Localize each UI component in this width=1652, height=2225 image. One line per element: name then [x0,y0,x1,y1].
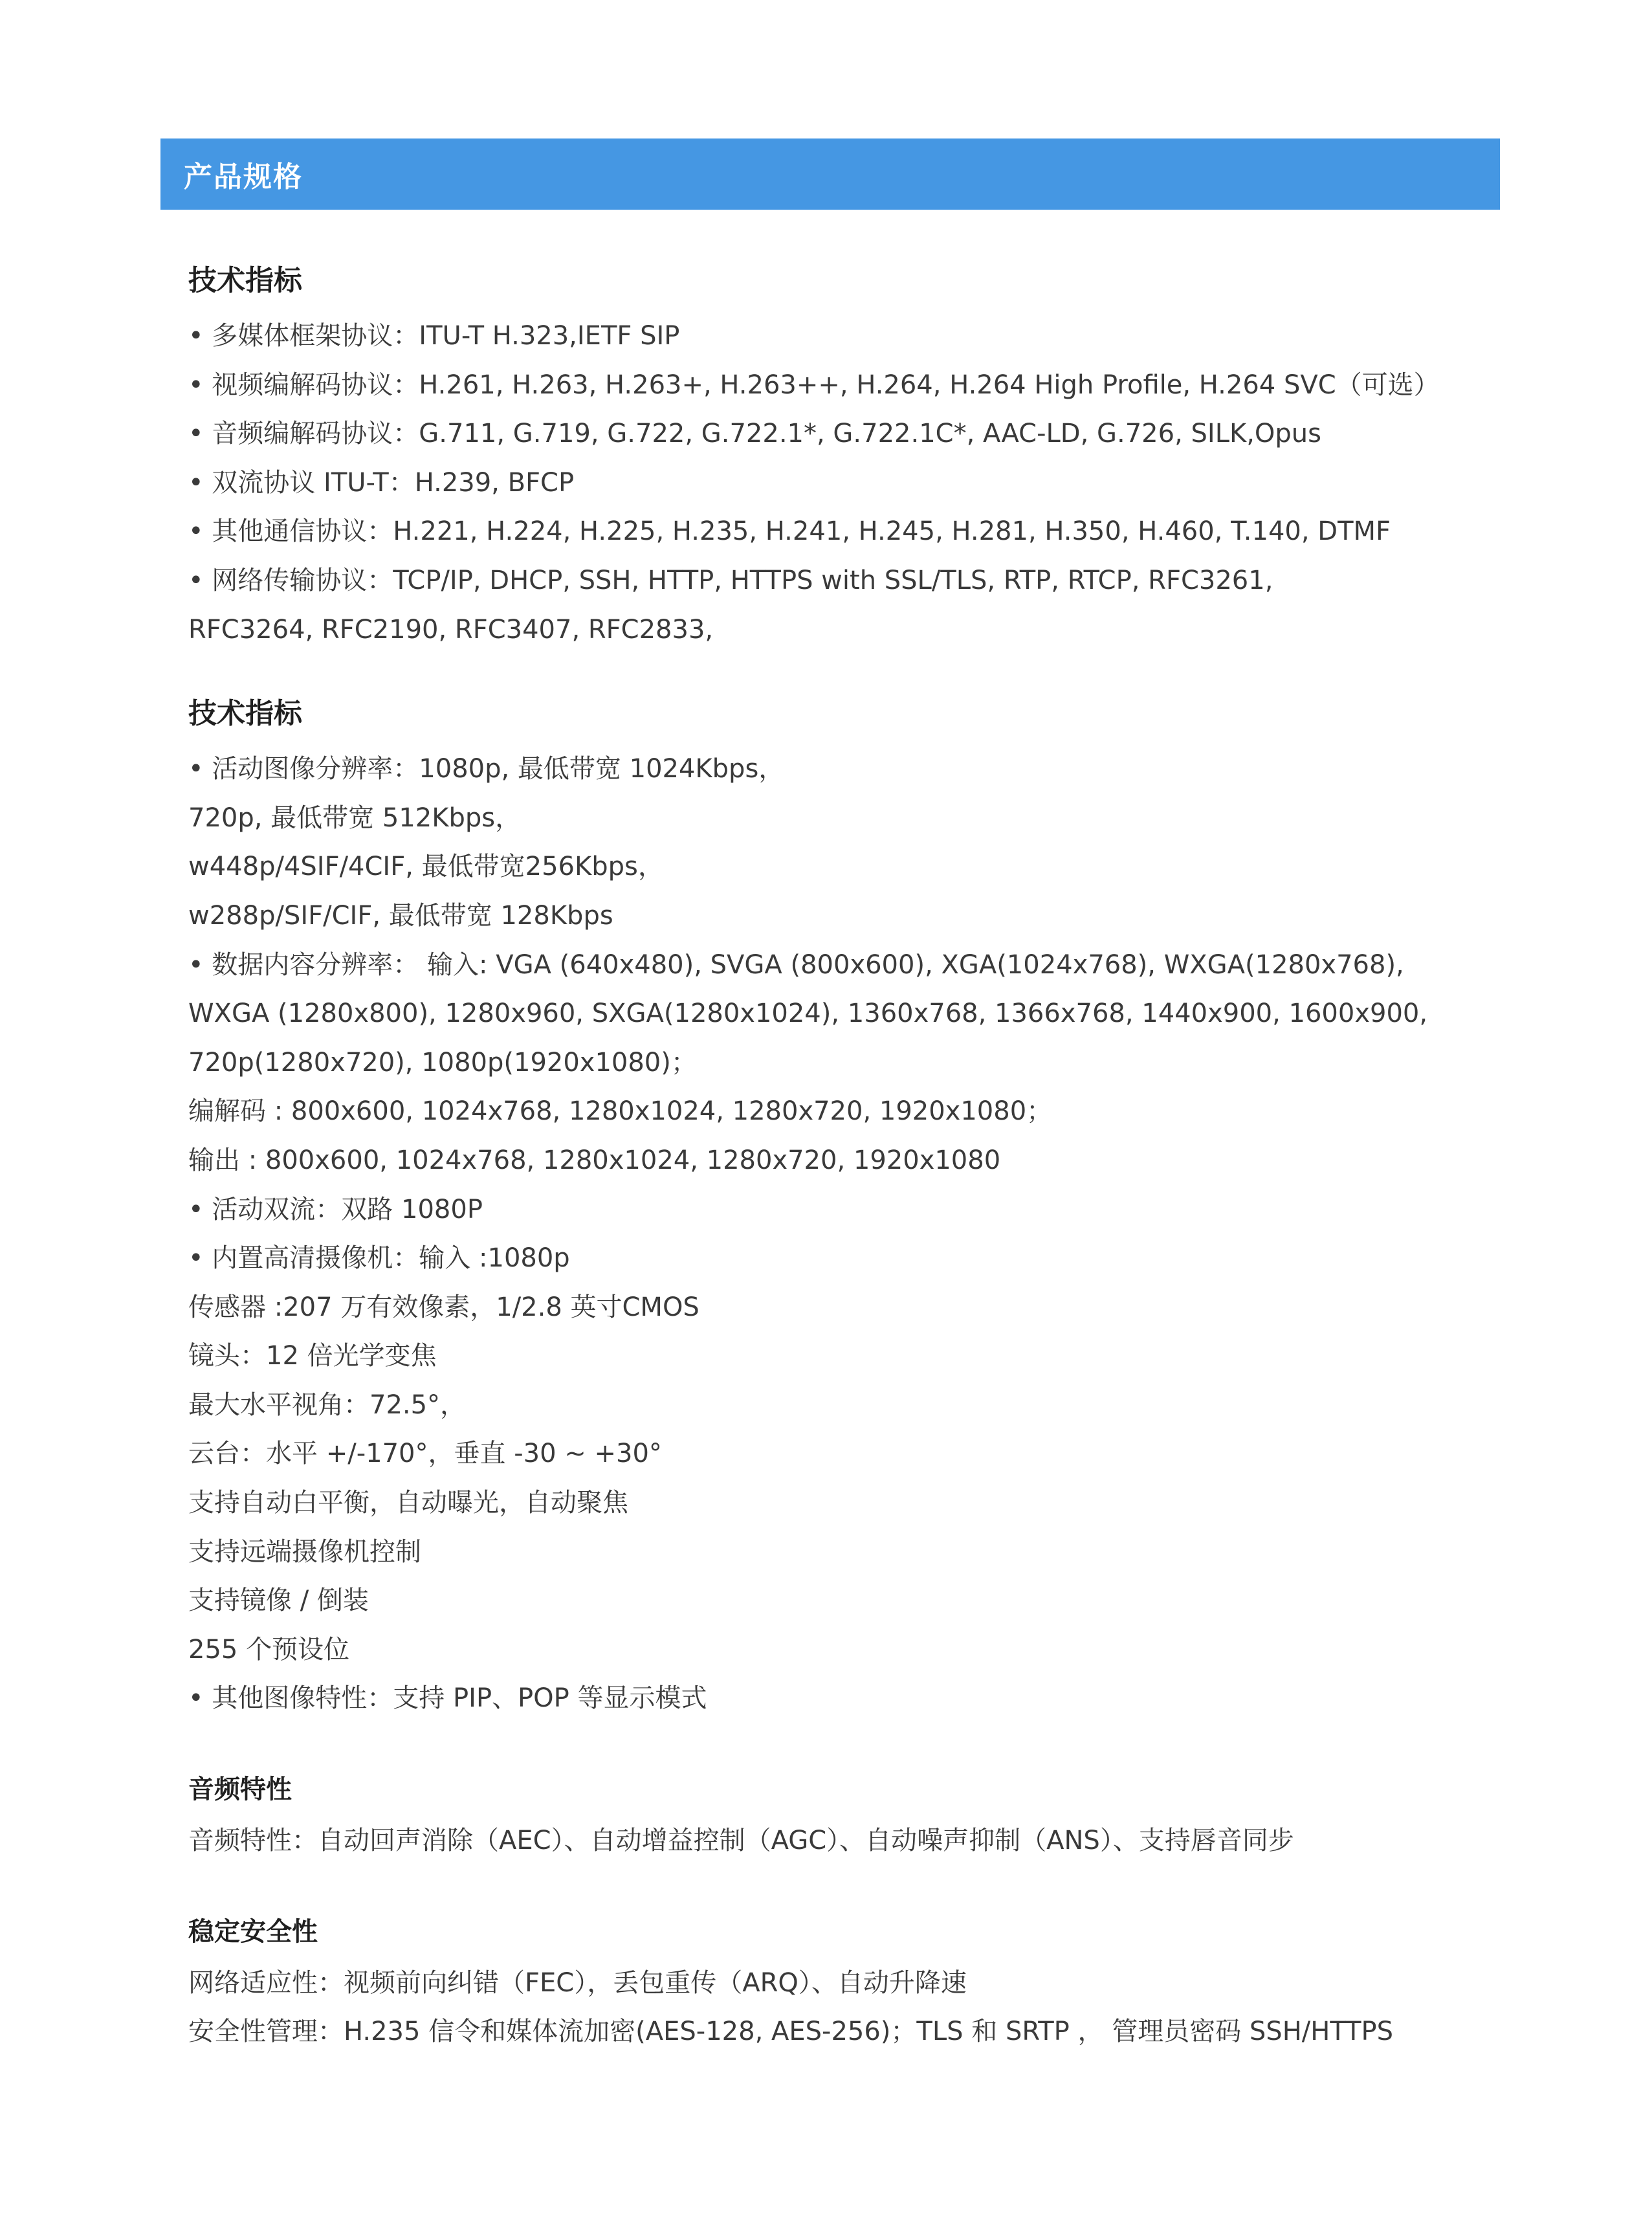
spec-line: 720p(1280x720), 1080p(1920x1080)； [188,1047,697,1078]
spec-line: 支持自动白平衡，自动曝光，自动聚焦 [188,1488,628,1518]
spec-line: • 内置高清摄像机：输入 :1080p [188,1243,570,1274]
spec-line: w288p/SIF/CIF, 最低带宽 128Kbps [188,900,613,931]
section-protocols [188,256,1482,654]
spec-line: 安全性管理：H.235 信令和媒体流加密(AES-128, AES-256)；TLS 和 SRTP ， 管理员密码 SSH/HTTPS [188,2016,1394,2046]
section-heading: 技术指标 [188,264,302,297]
spec-line: • 其他图像特性：支持 PIP、POP 等显示模式 [188,1683,707,1714]
spec-line: 音频特性：自动回声消除（AEC）、自动增益控制（AGC）、自动噪声抑制（ANS）、支持唇音同步 [188,1826,1294,1856]
spec-line: RFC3264, RFC2190, RFC3407, RFC2833, [188,614,714,645]
spec-line: • 数据内容分辨率： 输入: VGA (640x480), SVGA (800x600), XGA(1024x768), WXGA(1280x768), [188,949,1404,980]
spec-line: w448p/4SIF/4CIF, 最低带宽256Kbps， [188,852,664,882]
spec-line: 传感器 :207 万有效像素，1/2.8 英寸CMOS [188,1292,699,1322]
section-video [188,689,1482,1723]
section-security [188,1907,1482,2056]
spec-line: WXGA (1280x800), 1280x960, SXGA(1280x1024), 1360x768, 1366x768, 1440x900, 1600x900, [188,999,1428,1029]
spec-line: • 网络传输协议：TCP/IP, DHCP, SSH, HTTP, HTTPS with SSL/TLS, RTP, RTCP, RFC3261, [188,565,1273,595]
spec-line: 支持远端摄像机控制 [188,1536,421,1567]
spec-line: 镜头：12 倍光学变焦 [188,1341,437,1371]
section-heading: 音频特性 [188,1775,292,1805]
spec-line: 720p, 最低带宽 512Kbps， [188,803,522,833]
spec-line: • 活动双流：双路 1080P [188,1194,483,1224]
section-banner [160,138,1500,210]
spec-content [188,256,1482,2056]
spec-line: 云台：水平 +/-170°，垂直 -30 ~ +30° [188,1439,662,1469]
section-audio [188,1765,1482,1866]
section-heading: 稳定安全性 [188,1916,318,1947]
spec-line: • 活动图像分辨率：1080p, 最低带宽 1024Kbps， [188,754,785,784]
spec-line: 支持镜像 / 倒装 [188,1586,369,1616]
page-title: 产品规格 [184,161,303,194]
spec-line: • 其他通信协议：H.221, H.224, H.225, H.235, H.241, H.245, H.281, H.350, H.460, T.140, DTMF [188,516,1391,547]
spec-line: • 多媒体框架协议：ITU-T H.323,IETF SIP [188,321,680,351]
spec-line: 网络适应性：视频前向纠错（FEC），丢包重传（ARQ）、自动升降速 [188,1967,967,1998]
spec-line: 255 个预设位 [188,1634,350,1665]
section-heading: 技术指标 [188,697,302,731]
spec-line: 编解码 : 800x600, 1024x768, 1280x1024, 1280x720, 1920x1080； [188,1096,1053,1127]
spec-line: • 音频编解码协议：G.711, G.719, G.722, G.722.1*, G.722.1C*, AAC-LD, G.726, SILK,Opus [188,419,1321,449]
spec-line: • 视频编解码协议：H.261, H.263, H.263+, H.263++, H.264, H.264 High Profile, H.264 SVC（可选） [188,370,1440,400]
spec-line: • 双流协议 ITU-T：H.239, BFCP [188,467,575,498]
spec-line: 输出 : 800x600, 1024x768, 1280x1024, 1280x720, 1920x1080 [188,1145,1001,1175]
spec-line: 最大水平视角：72.5°， [188,1389,467,1420]
